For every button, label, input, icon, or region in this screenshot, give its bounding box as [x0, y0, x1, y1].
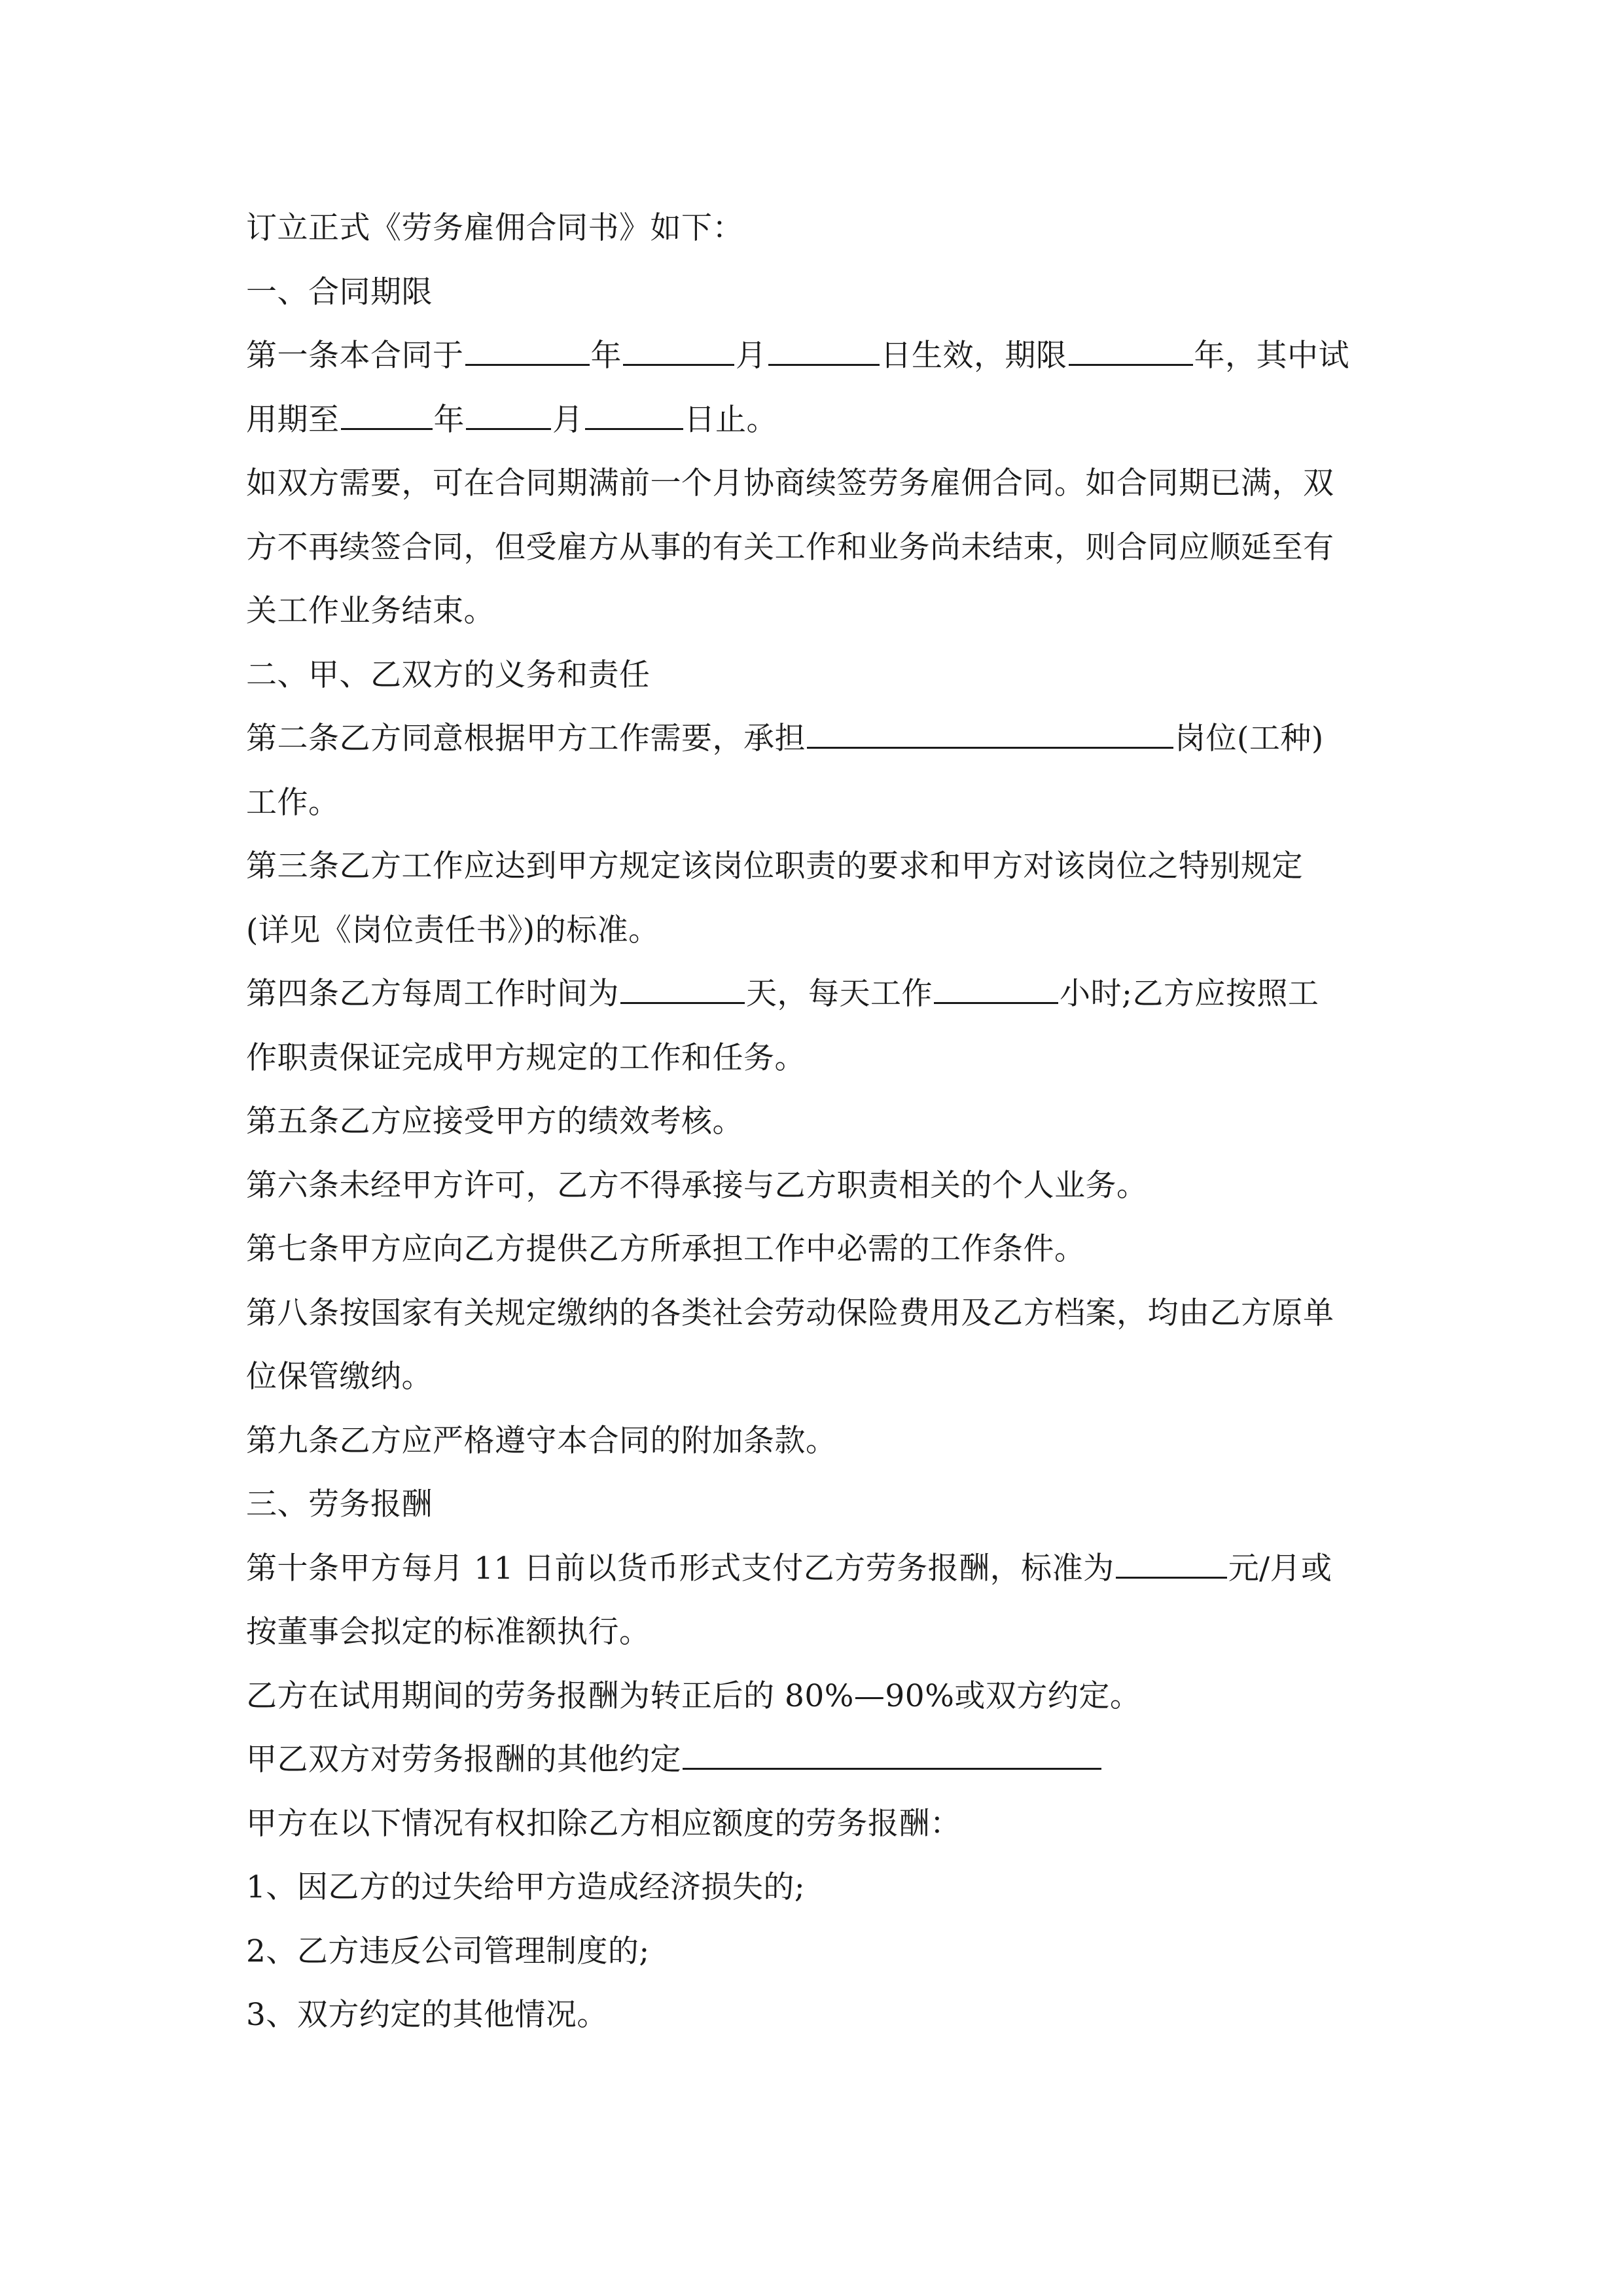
days-per-week-blank	[620, 973, 745, 1004]
text-segment: 第十条甲方每月 11 日前以货币形式支付乙方劳务报酬，标准为	[246, 1550, 1115, 1587]
text-segment: 日生效，期限	[880, 338, 1067, 374]
renewal-line-3: 关工作业务结束。	[246, 593, 495, 629]
renewal-line-2: 方不再续签合同，但受雇方从事的有关工作和业务尚未结束，则合同应顺延至有	[246, 529, 1334, 565]
start-day-blank	[768, 335, 880, 366]
article-7: 第七条甲方应向乙方提供乙方所承担工作中必需的工作条件。	[246, 1231, 1086, 1267]
article-8-line-2: 位保管缴纳。	[246, 1359, 433, 1395]
deduction-item-2: 2、乙方违反公司管理制度的;	[246, 1933, 650, 1969]
section-heading-term: 一、合同期限	[246, 274, 433, 310]
text-segment: 年	[433, 401, 465, 438]
deduction-intro: 甲方在以下情况有权扣除乙方相应额度的劳务报酬：	[246, 1805, 961, 1842]
article-5: 第五条乙方应接受甲方的绩效考核。	[246, 1103, 743, 1139]
renewal-line-1: 如双方需要，可在合同期满前一个月协商续签劳务雇佣合同。如合同期已满，双	[246, 465, 1334, 501]
article-3-line-2: (详见《岗位责任书》)的标准。	[246, 912, 660, 948]
hours-per-day-blank	[934, 973, 1058, 1004]
text-segment: 月	[736, 338, 767, 374]
article-10-line-1	[246, 1537, 1378, 1601]
text-segment: 日止。	[684, 401, 777, 438]
text-segment: 第四条乙方每周工作时间为	[246, 976, 619, 1012]
article-3-line-1: 第三条乙方工作应达到甲方规定该岗位职责的要求和甲方对该岗位之特别规定	[246, 848, 1303, 884]
monthly-pay-blank	[1116, 1548, 1227, 1579]
deduction-item-3: 3、双方约定的其他情况。	[246, 1997, 608, 2033]
section-heading-remuneration: 三、劳务报酬	[246, 1486, 433, 1522]
article-6: 第六条未经甲方许可，乙方不得承接与乙方职责相关的个人业务。	[246, 1167, 1148, 1204]
probation-month-blank	[466, 399, 551, 430]
article-4-line-2: 作职责保证完成甲方规定的工作和任务。	[246, 1039, 806, 1076]
text-segment: 甲乙双方对劳务报酬的其他约定	[246, 1742, 681, 1778]
other-agreement-blank	[683, 1739, 1101, 1770]
text-segment: 元/月或	[1228, 1550, 1332, 1587]
text-segment: 岗位(工种)	[1175, 721, 1324, 757]
probation-day-blank	[585, 399, 683, 430]
start-month-blank	[623, 335, 734, 366]
position-blank	[807, 718, 1173, 749]
other-agreement-line	[246, 1728, 1378, 1792]
article-10-line-2: 按董事会拟定的标准额执行。	[246, 1614, 651, 1650]
text-segment: 小时;乙方应按照工	[1060, 976, 1319, 1012]
intro-line: 订立正式《劳务雇佣合同书》如下：	[246, 210, 743, 246]
deduction-item-1: 1、因乙方的过失给甲方造成经济损失的;	[246, 1869, 806, 1905]
term-years-blank	[1069, 335, 1193, 366]
text-segment: 用期至	[246, 401, 340, 438]
article-8-line-1: 第八条按国家有关规定缴纳的各类社会劳动保险费用及乙方档案，均由乙方原单	[246, 1295, 1334, 1331]
article-2-line-2: 工作。	[246, 784, 340, 821]
start-year-blank	[465, 335, 590, 366]
section-heading-duties: 二、甲、乙双方的义务和责任	[246, 656, 651, 693]
text-segment: 年	[590, 338, 622, 374]
text-segment: 第二条乙方同意根据甲方工作需要，承担	[246, 721, 806, 757]
article-4-line-1	[246, 962, 1378, 1026]
contract-body	[246, 196, 1378, 2047]
text-segment: 年，其中试	[1194, 338, 1349, 374]
article-1-line-1	[246, 324, 1378, 388]
text-segment: 天，每天工作	[746, 976, 933, 1012]
text-segment: 月	[552, 401, 584, 438]
article-1-line-2	[246, 388, 1378, 452]
article-2-line-1	[246, 707, 1378, 771]
probation-year-blank	[341, 399, 433, 430]
article-9: 第九条乙方应严格遵守本合同的附加条款。	[246, 1422, 837, 1459]
probation-pay-line: 乙方在试用期间的劳务报酬为转正后的 80%—90%或双方约定。	[246, 1677, 1141, 1714]
text-segment: 第一条本合同于	[246, 338, 464, 374]
